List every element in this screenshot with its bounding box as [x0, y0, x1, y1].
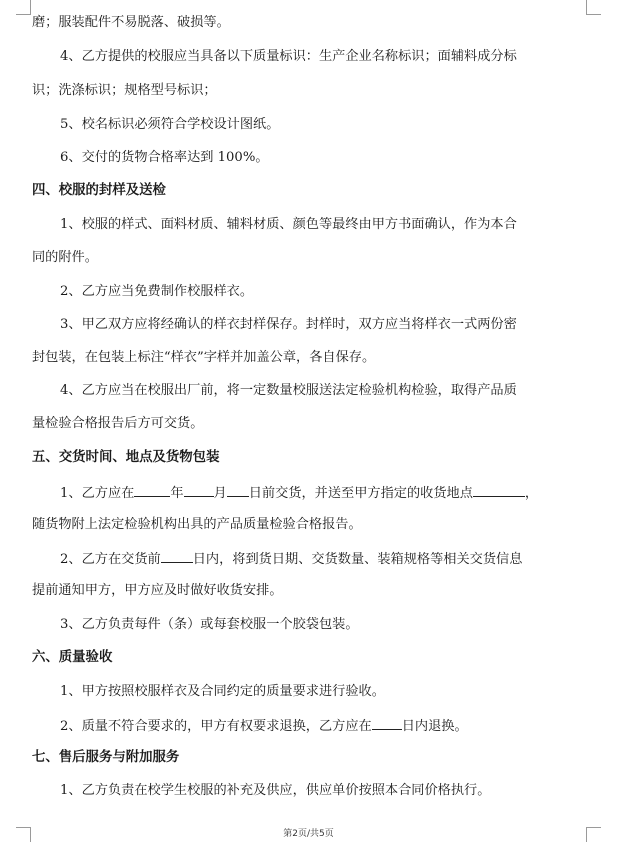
text-run: 月: [213, 486, 227, 501]
paragraph-line: 1、乙方负责在校学生校服的补充及供应，供应单价按照本合同价格执行。: [60, 783, 491, 798]
fill-blank: [134, 483, 170, 497]
text-run: 2、乙方在交货前: [60, 552, 161, 567]
paragraph-line: 磨；服装配件不易脱落、破损等。: [32, 15, 230, 30]
paragraph-line: 同的附件。: [32, 250, 98, 265]
section-heading: 五、交货时间、地点及货物包装: [32, 450, 220, 465]
margin-corner-top-left: [16, 0, 31, 15]
text-run: 年: [170, 486, 184, 501]
paragraph-line: 6、交付的货物合格率达到 100%。: [60, 150, 269, 165]
paragraph-line: 4、乙方提供的校服应当具备以下质量标识：生产企业名称标识；面辅料成分标: [60, 49, 517, 64]
paragraph-line: 3、乙方负责每件（条）或每套校服一个胶袋包装。: [60, 617, 359, 632]
fill-blank: [161, 549, 193, 563]
fill-blank: [473, 483, 525, 497]
margin-corner-top-right: [586, 0, 601, 15]
paragraph-line: [60, 716, 588, 735]
paragraph-line: 提前通知甲方，甲方应及时做好收货安排。: [32, 583, 283, 598]
text-run: 1、乙方应在: [60, 486, 135, 501]
text-run: 日内，将到货日期、交货数量、装箱规格等相关交货信息: [192, 552, 523, 567]
paragraph-line: 量检验合格报告后方可交货。: [32, 416, 204, 431]
section-heading: 七、售后服务与附加服务: [32, 750, 180, 765]
fill-blank: [372, 716, 402, 730]
fill-blank: [184, 483, 214, 497]
paragraph-line: 1、甲方按照校服样衣及合同约定的质量要求进行验收。: [60, 684, 385, 699]
text-run: ，: [524, 486, 539, 501]
fill-blank: [227, 483, 249, 497]
section-heading: 四、校服的封样及送检: [32, 183, 166, 198]
paragraph-line: 识；洗涤标识；规格型号标识；: [32, 83, 217, 98]
paragraph-line: 2、乙方应当免费制作校服样衣。: [60, 284, 254, 299]
section-heading: 六、质量验收: [32, 650, 113, 665]
page-number: 第2页/共5页: [283, 829, 334, 839]
paragraph-line: [60, 483, 588, 502]
text-run: 日前交货，并送至甲方指定的收货地点: [248, 486, 473, 501]
paragraph-line: 随货物附上法定检验机构出具的产品质量检验合格报告。: [32, 517, 362, 532]
paragraph-line: 1、校服的样式、面料材质、辅料材质、颜色等最终由甲方书面确认，作为本合: [60, 217, 517, 232]
paragraph-line: [60, 549, 588, 568]
text-run: 2、质量不符合要求的，甲方有权要求退换，乙方应在: [60, 719, 372, 734]
paragraph-line: 4、乙方应当在校服出厂前，将一定数量校服送法定检验机构检验，取得产品质: [60, 383, 517, 398]
paragraph-line: 5、校名标识必须符合学校设计图纸。: [60, 117, 280, 132]
text-run: 日内退换。: [401, 719, 468, 734]
paragraph-line: 3、甲乙双方应将经确认的样衣封样保存。封样时，双方应当将样衣一式两份密: [60, 317, 517, 332]
paragraph-line: 封包装，在包装上标注“样衣”字样并加盖公章，各自保存。: [32, 350, 376, 365]
